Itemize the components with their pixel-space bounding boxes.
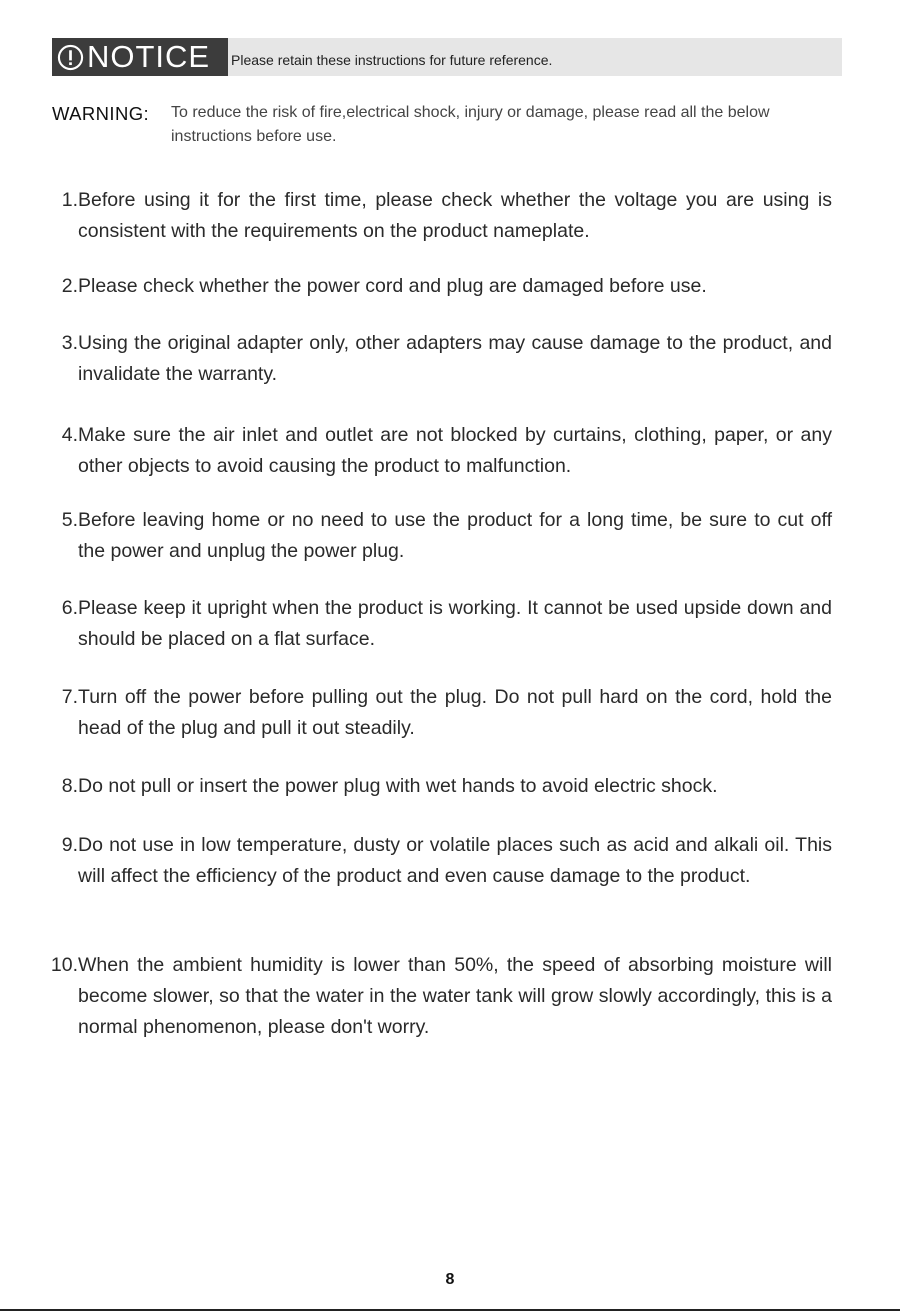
- item-number: 10.: [50, 954, 78, 976]
- list-item: [40, 950, 832, 1043]
- item-number: 9.: [61, 834, 78, 856]
- item-text: Make sure the air inlet and outlet are not blocked by curtains, clothing, paper, or any other objects to avoid causing the product to malfunction.: [78, 424, 832, 477]
- item-number: 2.: [61, 275, 78, 297]
- bottom-divider: [0, 1309, 900, 1311]
- page-number: 8: [445, 1271, 455, 1288]
- item-text: Do not pull or insert the power plug with wet hands to avoid electric shock.: [78, 775, 718, 797]
- item-number: 6.: [61, 597, 78, 619]
- item-text: Do not use in low temperature, dusty or volatile places such as acid and alkali oil. This will affect the efficiency of the product and even cause damage to the product.: [78, 834, 832, 887]
- item-text: Please keep it upright when the product is working. It cannot be used upside down and should be placed on a flat surface.: [78, 597, 832, 650]
- item-text: Before leaving home or no need to use the product for a long time, be sure to cut off the power and unplug the power plug.: [78, 509, 832, 562]
- item-text: Using the original adapter only, other adapters may cause damage to the product, and invalidate the warranty.: [78, 332, 832, 385]
- notice-title: NOTICE: [87, 39, 211, 74]
- list-item: [40, 185, 832, 247]
- list-item: [40, 271, 832, 302]
- notice-tag: [52, 38, 228, 76]
- warning-label: WARNING:: [52, 103, 150, 124]
- item-text: When the ambient humidity is lower than 50%, the speed of absorbing moisture will become slower, so that the water in the water tank will grow slowly accordingly, this is a normal phenomenon, please don't worry.: [78, 954, 832, 1038]
- item-number: 1.: [61, 189, 78, 211]
- item-number: 8.: [61, 775, 78, 797]
- notice-subtitle: Please retain these instructions for future reference.: [231, 52, 553, 68]
- item-text: Please check whether the power cord and plug are damaged before use.: [78, 275, 707, 297]
- item-text: Before using it for the first time, please check whether the voltage you are using is consistent with the requirements on the product nameplate.: [78, 189, 832, 242]
- item-number: 7.: [61, 686, 78, 708]
- list-item: [40, 771, 832, 802]
- warning-text: To reduce the risk of fire,electrical shock, injury or damage, please read all the below instructions before use.: [171, 104, 770, 145]
- item-number: 4.: [61, 424, 78, 446]
- list-item: [40, 505, 832, 567]
- notice-banner: [52, 38, 842, 76]
- list-item: [40, 328, 832, 390]
- list-item: [40, 682, 832, 744]
- exclamation-circle-icon: [57, 44, 84, 71]
- list-item: [40, 830, 832, 892]
- list-item: [40, 593, 832, 655]
- item-text: Turn off the power before pulling out the plug. Do not pull hard on the cord, hold the head of the plug and pull it out steadily.: [78, 686, 832, 739]
- list-item: [40, 420, 832, 482]
- item-number: 3.: [61, 332, 78, 354]
- item-number: 5.: [61, 509, 78, 531]
